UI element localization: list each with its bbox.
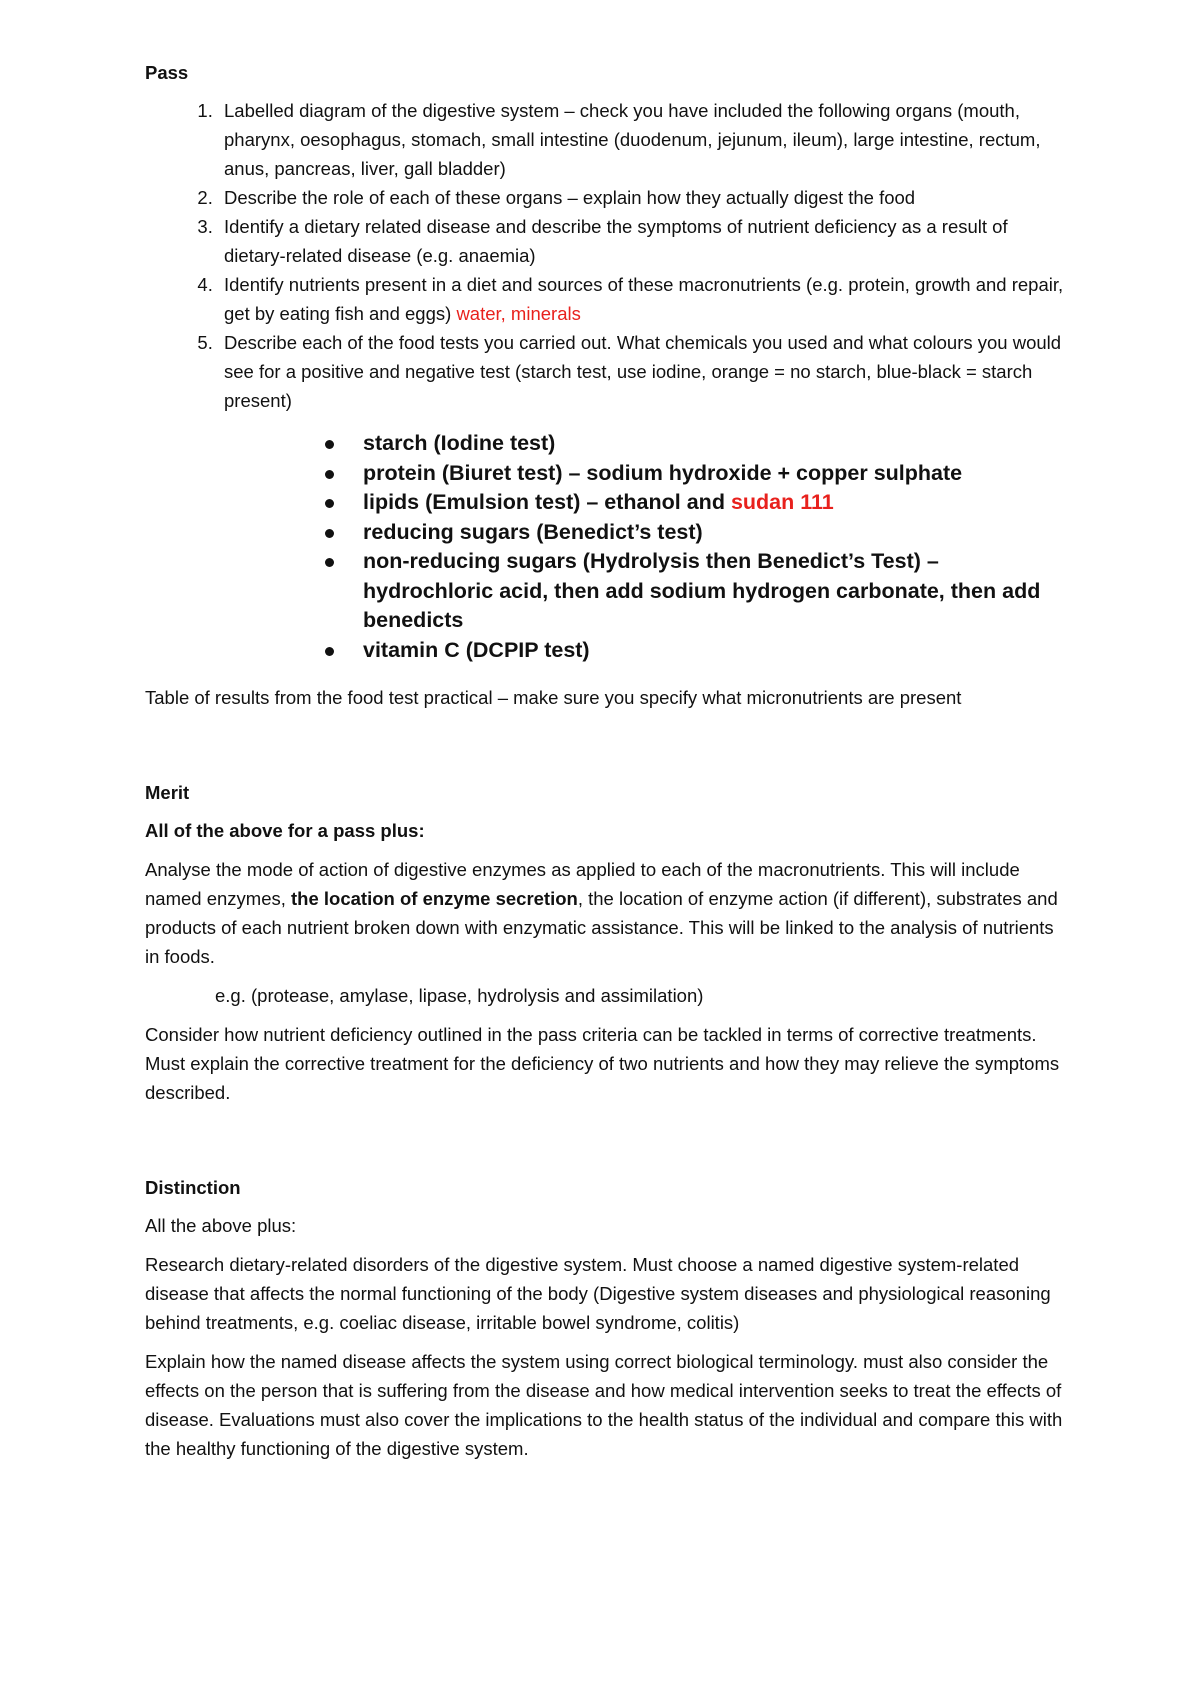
food-test-item: non-reducing sugars (Hydrolysis then Benedict’s Test) – hydrochloric acid, then add sodium hydrogen carbonate, then add benedicts xyxy=(363,547,1065,636)
merit-paragraph: Analyse the mode of action of digestive enzymes as applied to each of the macronutrients. This will include named enzymes, the location of enzyme secretion, the location of enzyme action (if different), substrates and products of each nutrient broken down with enzymatic assistance. This will be linked to the analysis of nutrients in foods. xyxy=(145,859,1058,967)
bullet-icon xyxy=(325,529,334,538)
merit-heading: Merit xyxy=(145,782,190,803)
pass-criterion: 5. Describe each of the food tests you carried out. What chemicals you used and what colours you would see for a positive and negative test (starch test, use iodine, orange = no starch, blue-black = starch present) xyxy=(218,328,1065,415)
bullet-icon xyxy=(325,647,334,656)
food-test-item: reducing sugars (Benedict’s test) xyxy=(363,518,1065,548)
pass-criterion: 4. Identify nutrients present in a diet and sources of these macronutrients (e.g. protein, growth and repair, get by eating fish and eggs) water, minerals xyxy=(218,270,1065,328)
food-test-item: lipids (Emulsion test) – ethanol and sudan 111 xyxy=(363,488,1065,518)
pass-criterion: 3. Identify a dietary related disease and describe the symptoms of nutrient deficiency as a result of dietary-related disease (e.g. anaemia) xyxy=(218,212,1065,270)
spacer xyxy=(145,1117,1065,1173)
pass-criterion: 1. Labelled diagram of the digestive system – check you have included the following organs (mouth, pharynx, oesophagus, stomach, small intestine (duodenum, jejunum, ileum), large intestine, rectum, anus, pancreas, liver, gall bladder) xyxy=(218,96,1065,183)
document-content xyxy=(145,58,1065,1473)
food-test-item: starch (Iodine test) xyxy=(363,429,1065,459)
distinction-paragraph: Explain how the named disease affects the system using correct biological terminology. must also consider the effects on the person that is suffering from the disease and how medical intervention seeks to treat the effects of disease. Evaluations must also cover the implications to the health status of the individual and compare this with the healthy functioning of the digestive system. xyxy=(145,1351,1063,1459)
bullet-icon xyxy=(325,440,334,449)
distinction-subheading: All the above plus: xyxy=(145,1215,297,1236)
merit-subheading: All of the above for a pass plus: xyxy=(145,820,425,841)
highlighted-addition: sudan 111 xyxy=(730,490,834,514)
food-test-item: protein (Biuret test) – sodium hydroxide + copper sulphate xyxy=(363,459,1065,489)
distinction-heading: Distinction xyxy=(145,1177,241,1198)
highlighted-addition: water, minerals xyxy=(456,303,581,324)
food-tests-list xyxy=(145,429,1065,665)
spacer xyxy=(145,722,1065,778)
food-test-item: vitamin C (DCPIP test) xyxy=(363,636,1065,666)
pass-heading: Pass xyxy=(145,62,189,83)
bullet-icon xyxy=(325,470,334,479)
distinction-paragraph: Research dietary-related disorders of the digestive system. Must choose a named digestive system-related disease that affects the normal functioning of the body (Digestive system diseases and physiological reasoning behind treatments, e.g. coeliac disease, irritable bowel syndrome, colitis) xyxy=(145,1254,1051,1333)
pass-criterion: 2. Describe the role of each of these organs – explain how they actually digest the food xyxy=(218,183,1065,212)
bullet-icon xyxy=(325,558,334,567)
bullet-icon xyxy=(325,499,334,508)
pass-criteria-list xyxy=(145,96,1065,415)
merit-example: e.g. (protease, amylase, lipase, hydrolysis and assimilation) xyxy=(215,985,704,1006)
table-note: Table of results from the food test practical – make sure you specify what micronutrients are present xyxy=(145,687,962,708)
merit-paragraph: Consider how nutrient deficiency outlined in the pass criteria can be tackled in terms of corrective treatments. Must explain the corrective treatment for the deficiency of two nutrients and how they may relieve the symptoms described. xyxy=(145,1024,1060,1103)
